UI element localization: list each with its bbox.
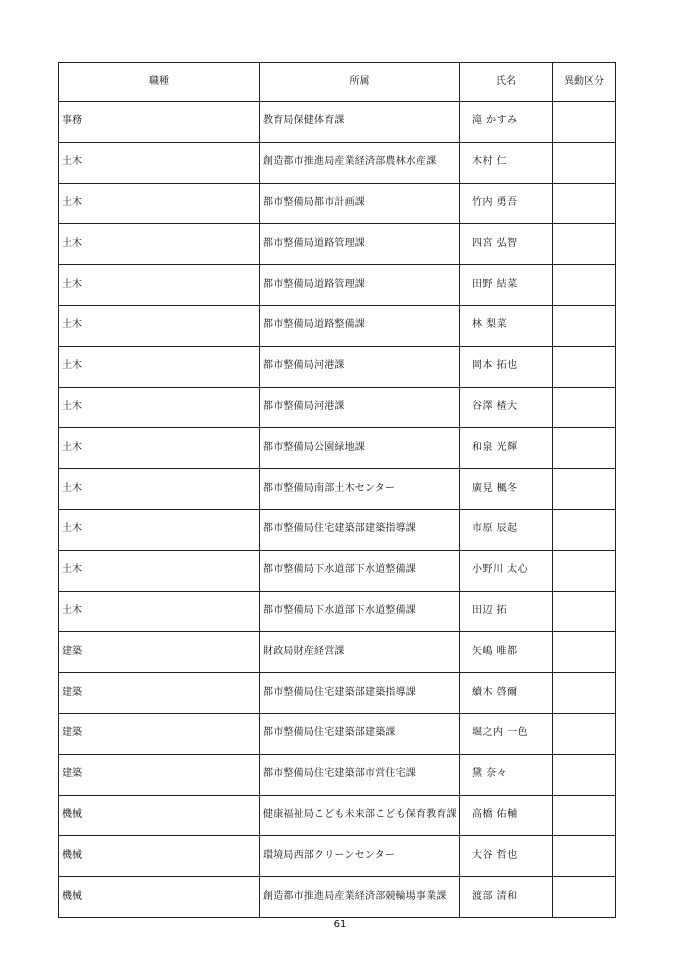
job-type-cell: 土木 <box>59 142 260 183</box>
table-row <box>59 428 616 469</box>
job-type-cell: 土木 <box>59 591 260 632</box>
table-row <box>59 591 616 632</box>
transfer-type-cell <box>553 509 616 550</box>
job-type-cell: 土木 <box>59 387 260 428</box>
job-type-cell: 建築 <box>59 673 260 714</box>
job-type-cell: 建築 <box>59 632 260 673</box>
header-transfer-type: 異動区分 <box>553 63 616 102</box>
table-row <box>59 265 616 306</box>
name-cell: 岡本 拓也 <box>460 346 553 387</box>
name-cell: 矢嶋 唯都 <box>460 632 553 673</box>
transfer-type-cell <box>553 836 616 877</box>
department-cell: 環境局西部クリーンセンター <box>260 836 460 877</box>
job-type-cell: 土木 <box>59 305 260 346</box>
department-cell: 都市整備局住宅建築部建築指導課 <box>260 509 460 550</box>
department-cell: 都市整備局公園緑地課 <box>260 428 460 469</box>
name-cell: 堀之内 一色 <box>460 713 553 754</box>
job-type-cell: 機械 <box>59 795 260 836</box>
table-row <box>59 795 616 836</box>
name-cell: 黛 奈々 <box>460 754 553 795</box>
department-cell: 都市整備局下水道部下水道整備課 <box>260 591 460 632</box>
header-name: 氏名 <box>460 63 553 102</box>
department-cell: 都市整備局都市計画課 <box>260 183 460 224</box>
table-row <box>59 305 616 346</box>
job-type-cell: 土木 <box>59 469 260 510</box>
transfer-type-cell <box>553 469 616 510</box>
transfer-type-cell <box>553 183 616 224</box>
name-cell: 小野川 太心 <box>460 550 553 591</box>
name-cell: 四宮 弘智 <box>460 224 553 265</box>
department-cell: 財政局財産経営課 <box>260 632 460 673</box>
transfer-type-cell <box>553 550 616 591</box>
table-body <box>59 102 616 918</box>
job-type-cell: 建築 <box>59 754 260 795</box>
job-type-cell: 建築 <box>59 713 260 754</box>
name-cell: 廣見 楓冬 <box>460 469 553 510</box>
job-type-cell: 機械 <box>59 836 260 877</box>
name-cell: 高橋 佑輔 <box>460 795 553 836</box>
name-cell: 和泉 光輝 <box>460 428 553 469</box>
name-cell: 大谷 哲也 <box>460 836 553 877</box>
department-cell: 創造都市推進局産業経済部競輪場事業課 <box>260 877 460 918</box>
job-type-cell: 土木 <box>59 346 260 387</box>
transfer-type-cell <box>553 713 616 754</box>
job-type-cell: 土木 <box>59 183 260 224</box>
transfer-type-cell <box>553 265 616 306</box>
transfer-type-cell <box>553 795 616 836</box>
name-cell: 續木 啓爾 <box>460 673 553 714</box>
department-cell: 健康福祉局こども未来部こども保育教育課 <box>260 795 460 836</box>
transfer-type-cell <box>553 305 616 346</box>
name-cell: 渡部 清和 <box>460 877 553 918</box>
transfer-type-cell <box>553 387 616 428</box>
department-cell: 都市整備局道路管理課 <box>260 224 460 265</box>
department-cell: 都市整備局住宅建築部市営住宅課 <box>260 754 460 795</box>
table-row <box>59 754 616 795</box>
transfer-type-cell <box>553 673 616 714</box>
department-cell: 都市整備局住宅建築部建築課 <box>260 713 460 754</box>
department-cell: 都市整備局河港課 <box>260 387 460 428</box>
table-row <box>59 224 616 265</box>
transfer-type-cell <box>553 632 616 673</box>
name-cell: 竹内 勇吾 <box>460 183 553 224</box>
department-cell: 都市整備局道路整備課 <box>260 305 460 346</box>
personnel-table <box>58 62 616 918</box>
department-cell: 都市整備局下水道部下水道整備課 <box>260 550 460 591</box>
transfer-type-cell <box>553 754 616 795</box>
name-cell: 市原 辰起 <box>460 509 553 550</box>
job-type-cell: 機械 <box>59 877 260 918</box>
page-number: 61 <box>333 919 347 930</box>
table-row <box>59 673 616 714</box>
header-department: 所属 <box>260 63 460 102</box>
transfer-type-cell <box>553 346 616 387</box>
table-row <box>59 183 616 224</box>
job-type-cell: 土木 <box>59 224 260 265</box>
department-cell: 都市整備局河港課 <box>260 346 460 387</box>
name-cell: 滝 かすみ <box>460 102 553 143</box>
job-type-cell: 事務 <box>59 102 260 143</box>
table-row <box>59 346 616 387</box>
transfer-type-cell <box>553 102 616 143</box>
table-row <box>59 509 616 550</box>
table-header <box>59 63 616 102</box>
department-cell: 都市整備局住宅建築部建築指導課 <box>260 673 460 714</box>
header-row <box>59 63 616 102</box>
table-row <box>59 142 616 183</box>
job-type-cell: 土木 <box>59 428 260 469</box>
department-cell: 教育局保健体育課 <box>260 102 460 143</box>
transfer-type-cell <box>553 224 616 265</box>
table-row <box>59 713 616 754</box>
department-cell: 都市整備局南部土木センター <box>260 469 460 510</box>
table-row <box>59 550 616 591</box>
table-row <box>59 469 616 510</box>
name-cell: 木村 仁 <box>460 142 553 183</box>
header-job-type: 職種 <box>59 63 260 102</box>
name-cell: 林 梨菜 <box>460 305 553 346</box>
name-cell: 田辺 拓 <box>460 591 553 632</box>
transfer-type-cell <box>553 877 616 918</box>
department-cell: 都市整備局道路管理課 <box>260 265 460 306</box>
table-row <box>59 387 616 428</box>
transfer-type-cell <box>553 142 616 183</box>
job-type-cell: 土木 <box>59 265 260 306</box>
job-type-cell: 土木 <box>59 509 260 550</box>
table-row <box>59 836 616 877</box>
personnel-table-container <box>58 62 615 918</box>
department-cell: 創造都市推進局産業経済部農林水産課 <box>260 142 460 183</box>
name-cell: 田野 結菜 <box>460 265 553 306</box>
transfer-type-cell <box>553 428 616 469</box>
table-row <box>59 102 616 143</box>
name-cell: 谷澤 楂大 <box>460 387 553 428</box>
job-type-cell: 土木 <box>59 550 260 591</box>
table-row <box>59 877 616 918</box>
transfer-type-cell <box>553 591 616 632</box>
table-row <box>59 632 616 673</box>
